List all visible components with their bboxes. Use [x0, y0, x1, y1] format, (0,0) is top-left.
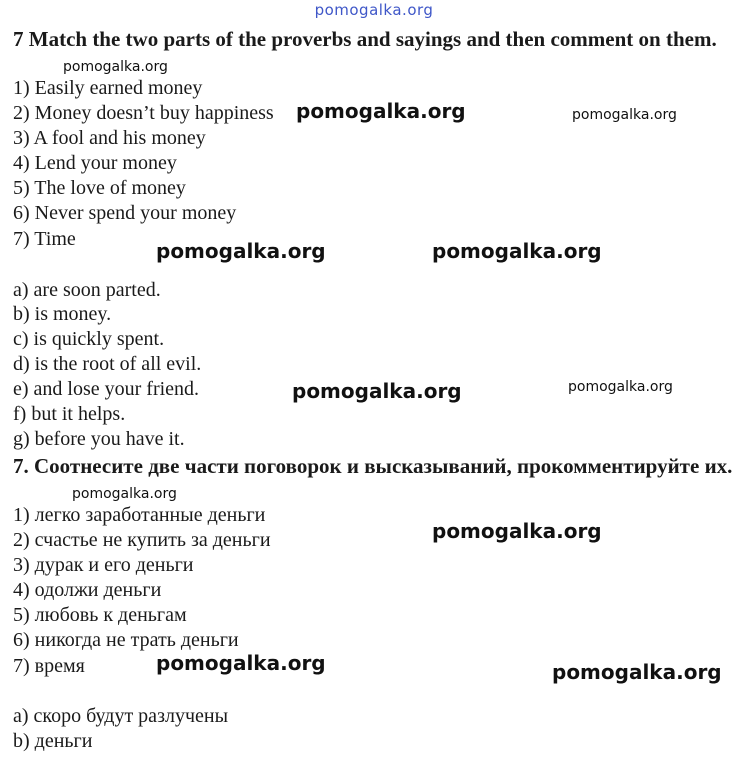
watermark-text: pomogalka.org	[292, 379, 462, 403]
list-item: 6) никогда не трать деньги	[13, 629, 239, 651]
exercise-heading-en: 7 Match the two parts of the proverbs and sayings and then comment on them.	[13, 27, 717, 51]
list-item: g) before you have it.	[13, 428, 185, 450]
list-item: 3) A fool and his money	[13, 127, 206, 149]
list-item: c) is quickly spent.	[13, 328, 165, 350]
list-item: 2) счастье не купить за деньги	[13, 529, 271, 551]
list-item: 1) Easily earned money	[13, 77, 203, 99]
watermark-text: pomogalka.org	[552, 660, 722, 684]
list-item: e) and lose your friend.	[13, 378, 200, 400]
exercise-heading-ru: 7. Соотнесите две части поговорок и высказываний, прокомментируйте их.	[13, 454, 733, 478]
list-item: 6) Never spend your money	[13, 202, 237, 224]
watermark-text: pomogalka.org	[72, 486, 177, 502]
list-item: 1) легко заработанные деньги	[13, 504, 266, 526]
list-item: 5) The love of money	[13, 177, 186, 199]
watermark-header: pomogalka.org	[314, 1, 434, 19]
watermark-text: pomogalka.org	[568, 379, 673, 395]
watermark-text: pomogalka.org	[63, 59, 168, 75]
list-item: b) is money.	[13, 303, 112, 325]
list-item: 4) Lend your money	[13, 152, 177, 174]
list-item: 4) одолжи деньги	[13, 579, 162, 601]
list-item: 3) дурак и его деньги	[13, 554, 194, 576]
list-item: 2) Money doesn’t buy happiness	[13, 102, 274, 124]
list-item: a) are soon parted.	[13, 279, 161, 301]
list-item: b) деньги	[13, 730, 93, 752]
watermark-text: pomogalka.org	[156, 651, 326, 675]
watermark-text: pomogalka.org	[156, 239, 326, 263]
list-item: a) скоро будут разлучены	[13, 705, 229, 727]
watermark-text: pomogalka.org	[432, 519, 602, 543]
list-item: 7) время	[13, 655, 85, 677]
watermark-text: pomogalka.org	[432, 239, 602, 263]
list-item: f) but it helps.	[13, 403, 126, 425]
watermark-text: pomogalka.org	[572, 107, 677, 123]
list-item: 5) любовь к деньгам	[13, 604, 187, 626]
list-item: d) is the root of all evil.	[13, 353, 202, 375]
watermark-text: pomogalka.org	[296, 99, 466, 123]
list-item: 7) Time	[13, 228, 76, 250]
